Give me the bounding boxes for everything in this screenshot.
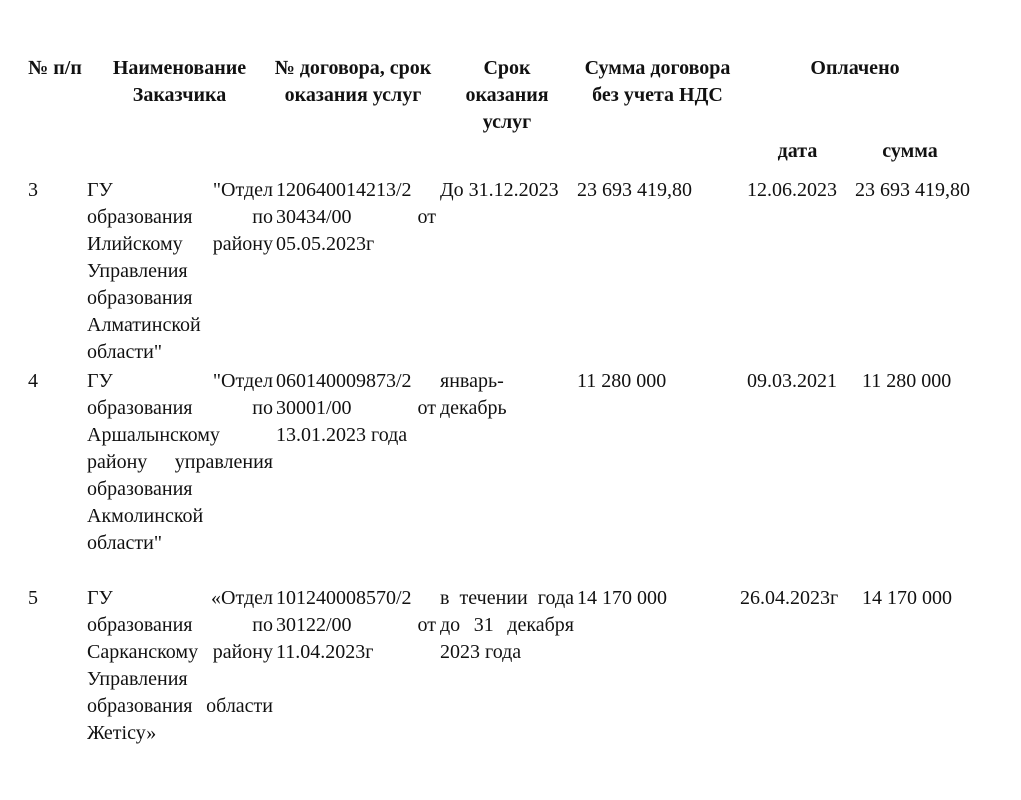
table-row-amount: 11 280 000 <box>577 370 667 392</box>
table-row-num: 4 <box>28 370 38 392</box>
header-term: Срок оказания услуг <box>465 57 549 133</box>
header-customer: Наименование Заказчика <box>112 57 247 106</box>
table-row-amount: 14 170 000 <box>577 587 667 609</box>
header-amount: Сумма договора без учета НДС <box>584 57 731 106</box>
table-row-paid-date: 12.06.2023 <box>747 179 837 201</box>
header-paid-date: дата <box>777 140 818 162</box>
table-row-term: январь-декабрь <box>440 370 507 419</box>
table-row-num: 3 <box>28 179 38 201</box>
table-row-customer: ГУ «Отдел образования по Сарканскому району Управления образования области Жетісу» <box>87 587 273 744</box>
table-row-term: До 31.12.2023 <box>440 179 559 201</box>
table-row-contract: 120640014213/2 30434/00 от 05.05.2023г <box>276 179 436 255</box>
header-paid-sum: сумма <box>882 140 938 162</box>
table-row-paid-date: 26.04.2023г <box>740 587 839 609</box>
table-row-num: 5 <box>28 587 38 609</box>
table-row-amount: 23 693 419,80 <box>577 179 692 201</box>
table-row-paid-sum: 23 693 419,80 <box>855 179 970 201</box>
table-row-paid-sum: 14 170 000 <box>862 587 952 609</box>
table-row-customer: ГУ "Отдел образования по Илийскому району Управления образования Алматинской области" <box>87 179 273 363</box>
header-paid: Оплачено <box>810 57 900 79</box>
table-row-term: в течении года до 31 декабря 2023 года <box>440 587 574 663</box>
table-row-paid-sum: 11 280 000 <box>862 370 952 392</box>
table-row-contract: 101240008570/2 30122/00 от 11.04.2023г <box>276 587 436 663</box>
table-row-customer: ГУ "Отдел образования по Аршалынскому району управления образования Акмолинской области" <box>87 370 273 554</box>
header-contract: № договора, срок оказания услуг <box>274 57 432 106</box>
table-row-paid-date: 09.03.2021 <box>747 370 837 392</box>
header-num: № п/п <box>28 57 82 79</box>
table-row-contract: 060140009873/2 30001/00 от 13.01.2023 года <box>276 370 436 446</box>
